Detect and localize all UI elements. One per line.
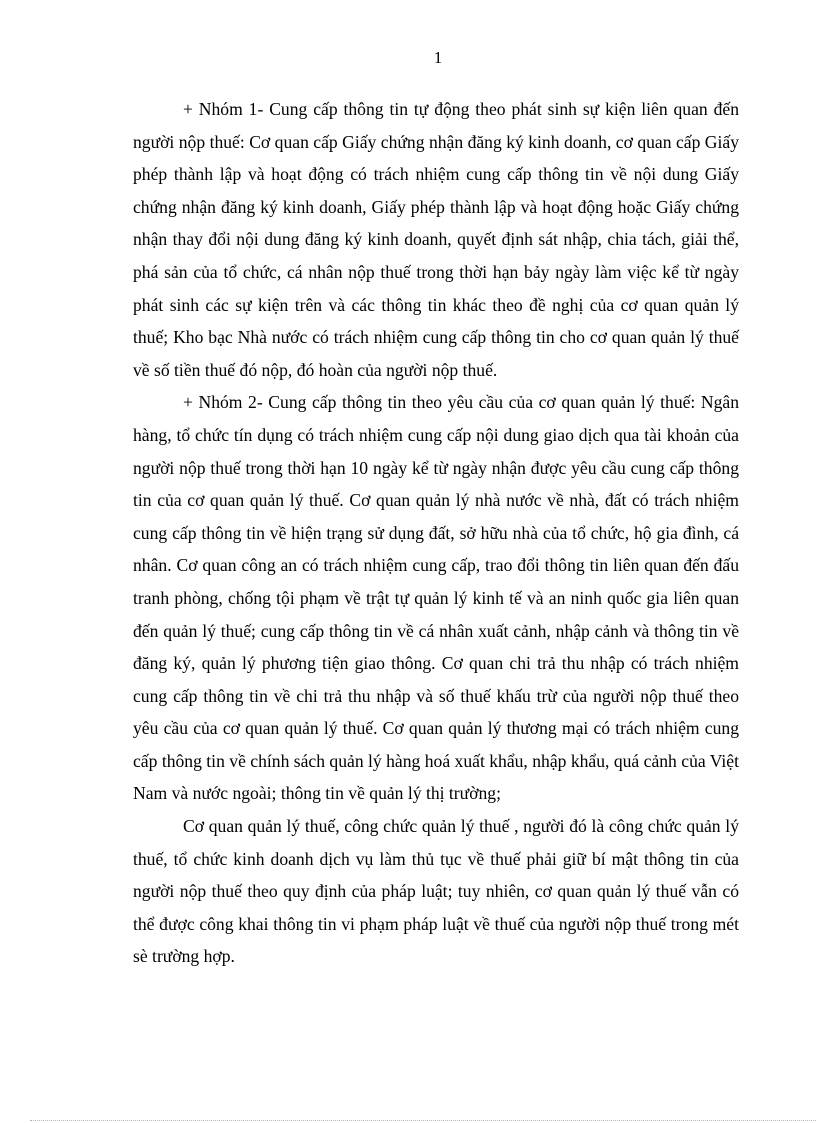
paragraph-group-2: + Nhóm 2- Cung cấp thông tin theo yêu cầu của cơ quan quản lý thuế: Ngân hàng, tổ chức tín dụng có trách nhiệm cung cấp nội dung giao dịch qua tài khoản của người nộp thuế trong thời hạn 10 ngày kể từ ngày nhận được yêu cầu cung cấp thông tin của cơ quan quản lý thuế. Cơ quan quản lý nhà nước về nhà, đất có trách nhiệm cung cấp thông tin về hiện trạng sử dụng đất, sở hữu nhà của tổ chức, hộ gia đình, cá nhân. Cơ quan công an có trách nhiệm cung cấp, trao đổi thông tin liên quan đến đấu tranh phòng, chống tội phạm về trật tự quản lý kinh tế và an ninh quốc gia liên quan đến quản lý thuế; cung cấp thông tin về cá nhân xuất cảnh, nhập cảnh và thông tin về đăng ký, quản lý phương tiện giao thông. Cơ quan chi trả thu nhập có trách nhiệm cung cấp thông tin về chi trả thu nhập và số thuế khấu trừ của người nộp thuế theo yêu cầu của cơ quan quản lý thuế. Cơ quan quản lý thương mại có trách nhiệm cung cấp thông tin về chính sách quản lý hàng hoá xuất khẩu, nhập khẩu, quá cảnh của Việt Nam và nước ngoài; thông tin về quản lý thị trường; [133, 392, 739, 804]
page-bottom-rule [30, 1120, 816, 1121]
body-text [133, 93, 739, 973]
paragraph-confidentiality: Cơ quan quản lý thuế, công chức quản lý thuế , người đó là công chức quản lý thuế, tổ chức kinh doanh dịch vụ làm thủ tục về thuế phải giữ bí mật thông tin của người nộp thuế theo quy định của pháp luật; tuy nhiên, cơ quan quản lý thuế vẫn có thể được công khai thông tin vi phạm pháp luật về thuế của người nộp thuế trong mét sè trường hợp. [133, 816, 739, 967]
page-number: 1 [433, 48, 443, 67]
paragraph-group-1: + Nhóm 1- Cung cấp thông tin tự động theo phát sinh sự kiện liên quan đến người nộp thuế: Cơ quan cấp Giấy chứng nhận đăng ký kinh doanh, cơ quan cấp Giấy phép thành lập và hoạt động có trách nhiệm cung cấp thông tin về nội dung Giấy chứng nhận đăng ký kinh doanh, Giấy phép thành lập và hoạt động hoặc Giấy chứng nhận thay đổi nội dung đăng ký kinh doanh, quyết định sát nhập, chia tách, giải thể, phá sản của tổ chức, cá nhân nộp thuế trong thời hạn bảy ngày làm việc kể từ ngày phát sinh các sự kiện trên và các thông tin khác theo đề nghị của cơ quan quản lý thuế; Kho bạc Nhà nước có trách nhiệm cung cấp thông tin cho cơ quan quản lý thuế về số tiền thuế đó nộp, đó hoàn của người nộp thuế. [133, 99, 739, 380]
